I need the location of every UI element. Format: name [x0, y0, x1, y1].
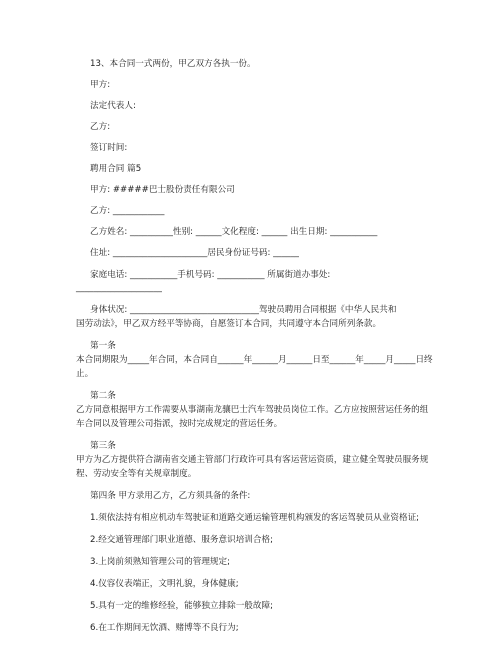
party-b-label: 乙方:	[90, 122, 111, 132]
article-2-heading: 第二条	[90, 391, 116, 401]
article-1-heading: 第一条	[90, 341, 116, 351]
condition-item: 6.在工作期间无饮酒、赌博等不良行为;	[90, 623, 239, 633]
article-2-text: 乙方同意根据甲方工作需要从事湖南龙骧巴士汽车驾驶员岗位工作。乙方应按照营运任务的组	[76, 405, 429, 415]
article-2-text-continued: 车合同以及管理公司指派，按时完成规定的营运任务。	[76, 419, 283, 429]
article-3-text: 甲方为乙方提供符合湖南省交通主管部门行政许可具有客运营运资质，建立健全驾驶员服务规	[76, 455, 429, 465]
condition-item: 4.仪容仪表端正，文明礼貌，身体健康;	[90, 579, 239, 589]
condition-item: 1.须依法持有相应机动车驾驶证和道路交通运输管理机构颁发的客运驾驶员从业资格证;	[90, 513, 420, 523]
personal-info-line: 乙方姓名: __________性别: ______文化程度: ______ 出生日期: ___________	[90, 227, 378, 237]
article-3-text-continued: 程、劳动安全等有关规章制度。	[76, 469, 197, 479]
article-1-text-continued: 止。	[76, 369, 94, 379]
condition-item: 3.上岗前须熟知管理公司的管理规定;	[90, 557, 231, 567]
legal-representative-label: 法定代表人:	[90, 101, 136, 111]
phone-line-continued: ____________________	[76, 283, 162, 293]
article-3-heading: 第三条	[90, 441, 116, 451]
condition-item: 2.经交通管理部门职业道德、服务意识培训合格;	[90, 535, 273, 545]
phone-line: 家庭电话: ___________手机号码: ___________ 所属街道办事处:	[90, 270, 331, 280]
signing-date-label: 签订时间:	[90, 143, 128, 153]
health-status-line: 身体状况: ______________________________驾驶员聘用合同根据《中华人民共和	[90, 305, 397, 315]
article-4-heading: 第四条 甲方录用乙方，乙方须具备的条件:	[90, 491, 251, 501]
health-status-continued: 国劳动法》，甲乙双方经平等协商，自愿签订本合同，共同遵守本合同所列条款。	[76, 319, 382, 329]
party-a-label: 甲方:	[90, 80, 111, 90]
section-title: 聘用合同 篇5	[90, 164, 142, 174]
condition-item: 5.具有一定的维修经验，能够独立排除一般故障;	[90, 601, 273, 611]
clause-13-text: 13、本合同一式两份，甲乙双方各执一份。	[90, 59, 256, 69]
article-1-text: 本合同期限为_____年合同，本合同自______年______月______日至______年_____月_____日终	[76, 355, 433, 365]
party-a-company: 甲方: #####巴士股份责任有限公司	[90, 185, 235, 195]
address-id-line: 住址: ______________________居民身份证号码: ______	[90, 248, 299, 258]
party-b-field: 乙方: ____________	[90, 206, 165, 216]
